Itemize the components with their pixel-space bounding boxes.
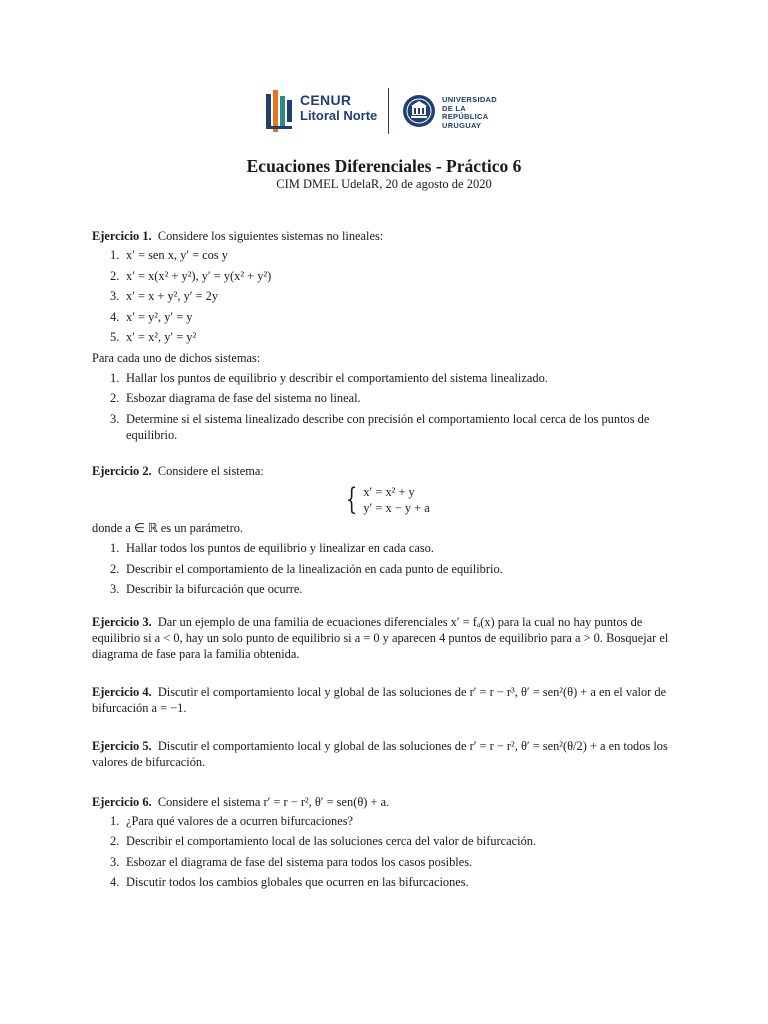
tasks-list <box>92 370 680 443</box>
list-item: 4. x′ = y², y′ = y <box>110 309 193 324</box>
document-subtitle: CIM DMEL UdelaR, 20 de agosto de 2020 <box>276 177 492 191</box>
cenur-name: CENUR <box>300 92 352 108</box>
exercise-text: Discutir el comportamiento local y global de las soluciones de r′ = r − r³, θ′ = sen²(θ) + a en el valor de bifurcación a = −1. <box>92 684 667 715</box>
list-item: 1. x′ = sen x, y′ = cos y <box>110 248 228 262</box>
header-logos <box>264 88 514 134</box>
exercise-3 <box>92 614 680 662</box>
exercise-label: Ejercicio 6. <box>92 794 152 809</box>
udelar-wordmark <box>442 96 514 130</box>
exercise-2 <box>92 461 680 597</box>
systems-list <box>92 247 680 345</box>
list-item: 1. ¿Para qué valores de a ocurren bifurcaciones? <box>110 813 354 828</box>
cenur-logo-icon <box>264 90 294 132</box>
equation-2: y′ = x − y + a <box>363 501 430 515</box>
document-title: Ecuaciones Diferenciales - Práctico 6 <box>246 156 522 176</box>
list-item: 3. Esbozar el diagrama de fase del sistema para todos los casos posibles. <box>110 854 473 869</box>
exercise-text: Dar un ejemplo de una familia de ecuaciones diferenciales x′ = fₐ(x) para la cual no hay puntos de equilibrio si a < 0, hay un solo punto de equilibrio si a = 0 y aparecen 4 puntos de equilibrio para a > 0. Bosquejar el diagrama de fase para la familia obtenida. <box>92 614 669 661</box>
cenur-region: Litoral Norte <box>300 108 378 123</box>
list-item: 2. Esbozar diagrama de fase del sistema no lineal. <box>110 391 361 405</box>
brace-icon: { <box>346 482 358 517</box>
exercise-1 <box>92 226 680 443</box>
udelar-line-1: UNIVERSIDAD <box>442 95 497 104</box>
exercise-intro: Considere el sistema r′ = r − r², θ′ = sen(θ) + a. <box>157 794 390 809</box>
exercise-label: Ejercicio 3. <box>92 614 152 629</box>
list-item: 2. x′ = x(x² + y²), y′ = y(x² + y²) <box>110 268 272 283</box>
exercise-label: Ejercicio 4. <box>92 684 152 699</box>
logo-divider <box>388 88 389 134</box>
exercise-middle-text: donde a ∈ ℝ es un parámetro. <box>92 521 244 535</box>
list-item: 3. x′ = x + y², y′ = 2y <box>110 289 219 303</box>
exercise-4 <box>92 684 680 716</box>
udelar-line-2: DE LA REPÚBLICA <box>442 103 489 121</box>
list-item: 3. Determine si el sistema linealizado describe con precisión el comportamiento local cerca de los puntos de equilibrio. <box>110 411 650 442</box>
exercise-list <box>92 226 680 895</box>
udelar-seal-icon <box>402 94 436 128</box>
list-item: 2. Describir el comportamiento de la linealización en cada punto de equilibrio. <box>110 561 503 576</box>
list-item: 5. x′ = x², y′ = y² <box>110 330 197 344</box>
cenur-wordmark <box>300 93 377 123</box>
exercise-label: Ejercicio 5. <box>92 738 152 753</box>
udelar-line-3: URUGUAY <box>442 120 482 130</box>
exercise-label: Ejercicio 2. <box>92 464 152 478</box>
list-item: 1. Hallar los puntos de equilibrio y describir el comportamiento del sistema linealizado. <box>110 370 548 385</box>
list-item: 1. Hallar todos los puntos de equilibrio y linealizar en cada caso. <box>110 541 434 555</box>
list-item: 4. Discutir todos los cambios globales que ocurren en las bifurcaciones. <box>110 875 469 889</box>
equation-1: x′ = x² + y <box>363 485 415 499</box>
exercise-intro: Considere los siguientes sistemas no lineales: <box>157 229 384 243</box>
exercise-text: Discutir el comportamiento local y global de las soluciones de r′ = r − r², θ′ = sen²(θ/2) + a en todos los valores de bifurcación. <box>92 738 668 769</box>
exercise-label: Ejercicio 1. <box>92 229 152 243</box>
exercise-middle-text: Para cada uno de dichos sistemas: <box>92 350 261 365</box>
equation-system <box>92 484 680 516</box>
exercise-6 <box>92 792 680 891</box>
list-item: 2. Describir el comportamiento local de las soluciones cerca del valor de bifurcación. <box>110 834 537 848</box>
exercise-intro: Considere el sistema: <box>157 464 264 478</box>
tasks-list <box>92 540 680 597</box>
exercise-5 <box>92 738 680 770</box>
list-item: 3. Describir la bifurcación que ocurre. <box>110 582 303 596</box>
tasks-list <box>92 813 680 891</box>
